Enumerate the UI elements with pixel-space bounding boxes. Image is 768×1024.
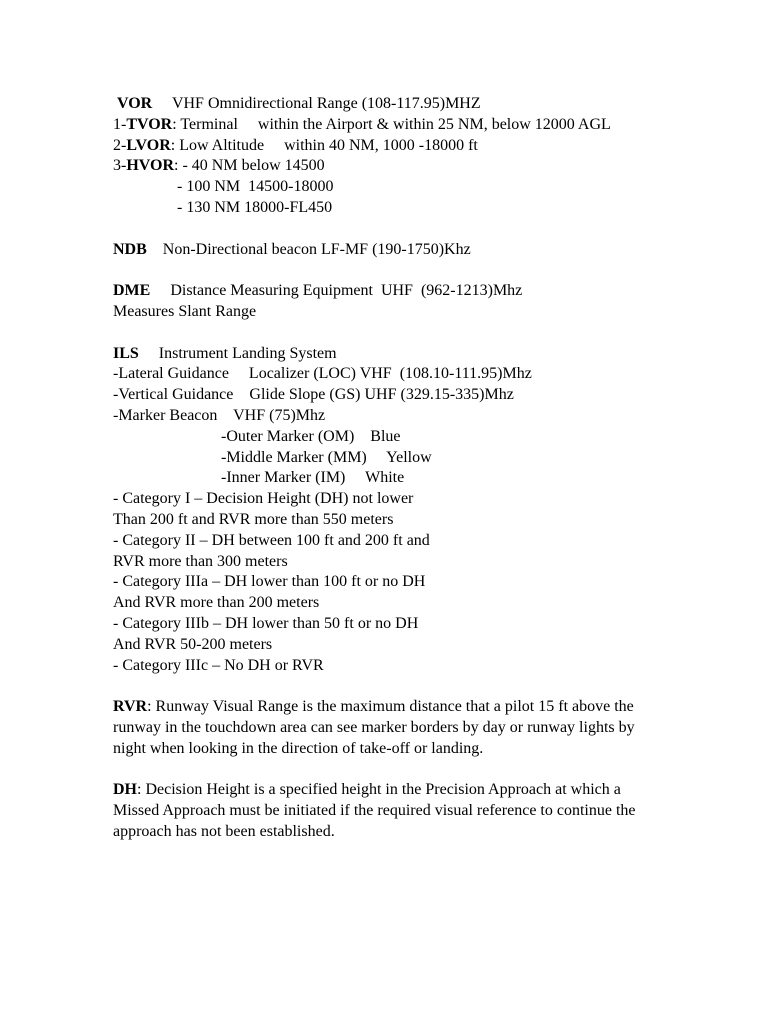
spacer [113,219,673,240]
ils-description: Instrument Landing System [138,344,337,362]
dh-term: DH [113,781,137,799]
ils-line: And RVR 50-200 meters [113,635,273,653]
rvr-definition [113,697,648,759]
dme-note: Measures Slant Range [113,302,257,320]
vor-section [113,94,673,219]
ndb-term: NDB [113,240,147,258]
spacer [113,260,673,281]
ils-line: And RVR more than 200 meters [113,594,320,612]
hvor-term: HVOR [126,157,175,175]
spacer [113,760,673,781]
lvor-text: : Low Altitude within 40 NM, 1000 -18000 ft [170,136,478,154]
ils-line: RVR more than 300 meters [113,552,288,570]
spacer [113,676,673,697]
tvor-text: : Terminal within the Airport & within 25 NM, below 12000 AGL [172,115,611,133]
tvor-line: 1-TVOR: Terminal within the Airport & within 25 NM, below 12000 AGL [113,115,611,133]
hvor-line: 3-HVOR: - 40 NM below 14500 [113,157,325,175]
ils-line: - Category IIIc – No DH or RVR [113,656,324,674]
hvor-text: : - 40 NM below 14500 [174,157,325,175]
dh-text: : Decision Height is a specified height in the Precision Approach at which a Missed Approach must be initiated if the required visual reference to continue the approach has not been established. [113,781,636,840]
document-page [113,94,673,843]
ils-line: -Marker Beacon VHF (75)Mhz [113,406,326,424]
ils-heading [113,344,673,365]
dme-term: DME [113,282,151,300]
rvr-text: : Runway Visual Range is the maximum distance that a pilot 15 ft above the runway in the touchdown area can see marker borders by day or runway lights by night when looking in the direction of take-off or landing. [113,698,635,757]
ils-line: - Category II – DH between 100 ft and 200 ft and [113,531,430,549]
ils-line: Than 200 ft and RVR more than 550 meters [113,510,394,528]
vor-description: VHF Omnidirectional Range (108-117.95)MHZ [152,95,481,112]
vor-heading [113,94,673,115]
dme-section [113,281,673,323]
ils-line: -Inner Marker (IM) White [113,469,405,487]
dh-definition [113,780,648,842]
ils-line: -Middle Marker (MM) Yellow [113,448,432,466]
ils-line: - Category IIIb – DH lower than 50 ft or no DH [113,614,419,632]
ils-line: - Category IIIa – DH lower than 100 ft or no DH [113,573,426,591]
ndb-section [113,240,673,261]
dme-heading [113,281,673,302]
ils-line: - Category I – Decision Height (DH) not lower [113,490,414,508]
lvor-term: LVOR [126,136,171,154]
tvor-term: TVOR [126,115,173,133]
ils-line: -Vertical Guidance Glide Slope (GS) UHF (329.15-335)Mhz [113,386,514,404]
ils-term: ILS [113,344,139,362]
lvor-line: 2-LVOR: Low Altitude within 40 NM, 1000 -18000 ft [113,136,478,154]
ils-line: -Outer Marker (OM) Blue [113,427,401,445]
ils-line: -Lateral Guidance Localizer (LOC) VHF (108.10-111.95)Mhz [113,365,532,383]
hvor-line-3: - 130 NM 18000-FL450 [113,198,333,216]
rvr-term: RVR [113,698,148,716]
hvor-line-2: - 100 NM 14500-18000 [113,178,334,196]
ils-section [113,344,673,677]
vor-term: VOR [117,95,153,112]
spacer [113,323,673,344]
ndb-description: Non-Directional beacon LF-MF (190-1750)Khz [146,240,471,258]
dme-description: Distance Measuring Equipment UHF (962-1213)Mhz [150,282,523,300]
